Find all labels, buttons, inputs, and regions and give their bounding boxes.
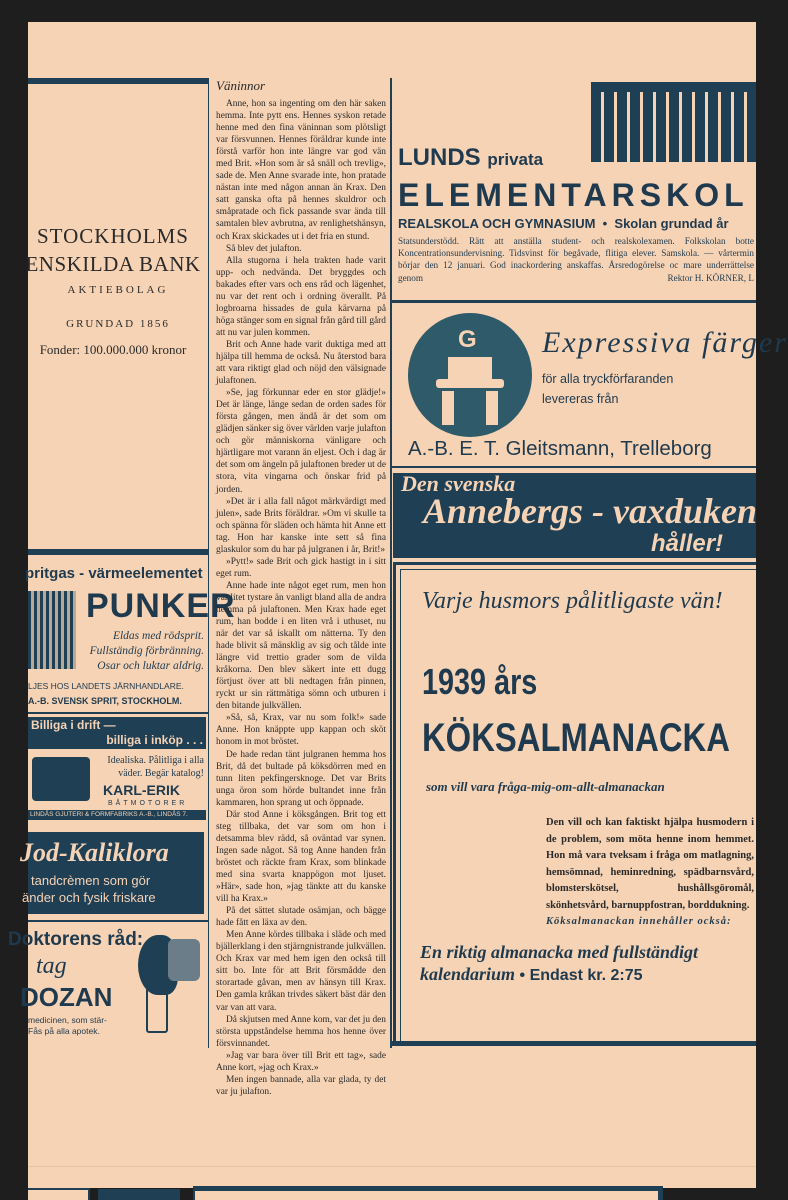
article-paragraph: Anne hade inte något eget rum, men hon var litet tystare än vanligt bland alla de andra hemma på julaftonen. Men Krax hade eget rum, han bodde i en liten vrå i uthuset, nu när det var så iskallt om nätterna. Ty den hade blivit så mänsklig av sig och tålde inte längre vid trettio grader som de vilda kråkorna. Den blev säkert inte ett dugg förtjust över att bli nedtagen från pinnen, ryckt ur sin rättmätiga sömn och utburen i den bitande julkvällen. bbox=[216, 580, 386, 712]
article-paragraph: Men Anne kördes tillbaka i släde och med bjällerklang i den stjärngnistrande julkvällen. Och Krax var med hem igen den också till sitt bo. Inte för att Brit försmådde den storartade gåvan, men av hänsyn till Krax. Den gamla kråkan trivdes säkert bäst där den var van att vara. bbox=[216, 930, 387, 1013]
ad-text: Eldas med rödsprit. bbox=[112, 630, 204, 642]
anneberg-ad bbox=[393, 473, 756, 558]
article-paragraph: Anne, hon sa ingenting om den här saken hemma. Inte pytt ens. Hennes syskon retade henne med den fina väninnan som plötsligt var försvunnen. Hennes föräldrar kunde inte förstå varför hon inte längre var god vän med Brit. »Hon som är så snäll och trevlig», sade de. Men Anne svarade inte, hon pratade nästan inte med någon annan än Krax. Den satt ganska ofta på hennes skuldror och småpratade och fick passande svar ända till samtalen blev avbrutna, av renlighetshänsyn, och Krax skickades ut i det fria en stund. bbox=[216, 99, 386, 242]
boat-motor-image bbox=[32, 757, 90, 801]
ad-footer-text: En riktig almanacka med fullständigt kalendarium • Endast kr. 2:75 bbox=[420, 941, 699, 984]
ad-text: tandcrèmen som gör bbox=[31, 873, 151, 888]
article-paragraph: De hade redan tänt julgranen hemma hos Brit, då det bultade på köksdörren med en tunn liten pekfingersknoge. Det var Brits unga öron som hörde bultandet inne från kammaren, hon sprang ut och öppnade. bbox=[216, 749, 386, 808]
rule bbox=[392, 1041, 756, 1046]
ad-text: Fullständig förbränning. bbox=[89, 645, 204, 657]
price: Endast kr. 2:75 bbox=[529, 966, 643, 984]
gleitsmann-ad bbox=[396, 305, 788, 467]
bank-name: ENSKILDA BANK bbox=[25, 252, 201, 276]
brand-name: KARL-ERIK bbox=[103, 782, 180, 798]
column-divider bbox=[390, 78, 392, 1048]
school-name: ELEMENTARSKOL bbox=[398, 177, 749, 213]
rule bbox=[392, 466, 756, 468]
article-paragraph: »Pytt!» sade Brit och gick hastigt in i sitt eget rum. bbox=[216, 556, 386, 579]
brand-name: Annebergs - vaxduken bbox=[423, 491, 758, 531]
rule bbox=[28, 920, 208, 922]
face-illustration bbox=[168, 939, 200, 981]
article-paragraph: På det sättet slutade osämjan, och bägge hade fått en läxa av den. bbox=[216, 906, 386, 929]
fragment bbox=[98, 1189, 180, 1200]
article-vaninnor bbox=[216, 78, 386, 1098]
ad-text: Köksalmanackan innehåller också: bbox=[546, 916, 732, 927]
column-divider bbox=[208, 78, 209, 1048]
ad-text: levereras från bbox=[542, 392, 619, 406]
bank-type: AKTIEBOLAG bbox=[67, 284, 169, 296]
bank-founded: GRUNDAD 1856 bbox=[66, 318, 170, 330]
ad-year: 1939 års bbox=[422, 661, 538, 702]
footer-slogan: En riktig almanacka med fullständigt kalendarium bbox=[420, 941, 699, 984]
rule bbox=[392, 300, 756, 303]
ad-text: håller! bbox=[651, 530, 724, 557]
product-title: KÖKSALMANACKA bbox=[422, 716, 730, 760]
fragment bbox=[28, 1188, 90, 1200]
ad-subtitle: REALSKOLA OCH GYMNASIUM bbox=[398, 216, 596, 231]
ad-body-wrap bbox=[398, 235, 754, 284]
logo-legs bbox=[442, 391, 498, 425]
ad-text: Idealiska. Pålitliga i alla bbox=[107, 755, 204, 766]
ad-headline: Den svenska bbox=[401, 471, 516, 496]
article-paragraph: »Se, jag förkunnar eder en stor glädje!» Det är länge, länge sedan de orden sades för första gången, men ändå är det som om glädjen sänker sig över världen varje julafton och gör människorna vänligare och hjärtligare mot varann än eljest. Och i dag är det som om ängeln på julaftonen breder ut de stora, vita vingarna och önskar frid på jorden. bbox=[216, 388, 386, 495]
article-paragraph: Brit och Anne hade varit duktiga med att hjälpa till hemma de också. Nu återstod bara att vara riktigt glad och nöjd den välsignade julaftonen. bbox=[216, 339, 386, 387]
ad-headline: LUNDS bbox=[398, 144, 481, 171]
karl-erik-ad bbox=[28, 717, 206, 820]
ad-text: väder. Begär katalog! bbox=[118, 768, 204, 779]
article-paragraph: Då skjutsen med Anne kom, var det ju den största uppståndelse hemma hos henne över försvinnandet. bbox=[216, 1014, 386, 1049]
article-paragraph: Där stod Anne i köksgången. Brit tog ett steg tillbaka, det var som om hon i detsamma blev rädd, så oväntad var synen. Ingen sade något. Så tog Anne handen från bröstet och räckte fram Krax, som blinkade med sina svarta knappögon mot ljuset. »Här», sade hon, »jag tänkte att du kanske vill ha Krax.» bbox=[216, 809, 386, 905]
ad-text: Osar och luktar aldrig. bbox=[97, 660, 204, 672]
rule bbox=[28, 78, 208, 84]
ad-headline: Expressiva färger bbox=[542, 326, 788, 359]
ad-headline: billiga i inköp . . . bbox=[106, 733, 203, 747]
logo-letter: G bbox=[458, 326, 477, 353]
koksalmanacka-ad bbox=[393, 562, 756, 1045]
lunds-school-ad: LUNDS privata ELEMENTARSKOL REALSKOLA OCH GYMNASIUM • Skolan grundad år Statsunderstödd. Rätt att anställa student- och realskolexamen. Folkskolan botte Koncentrationsundervisning. Tidsvinst för begåvade, flitiga elever. Samskola. — vårtermin börjar den 12 januari. God inackordering anskaffas. Årsredogörelse oc mare underrättelse genom Rektor H. KÖRNER, L bbox=[396, 72, 756, 300]
bank-ad bbox=[25, 222, 208, 358]
ad-text: A.-B. SVENSK SPRIT, STOCKHOLM. bbox=[28, 696, 182, 706]
ad-headline: privata bbox=[487, 150, 544, 169]
fold-line bbox=[28, 1166, 756, 1167]
ad-text: Fås på alla apotek. bbox=[28, 1026, 100, 1036]
fragment bbox=[193, 1186, 663, 1200]
bank-funds: Fonder: 100.000.000 kronor bbox=[39, 342, 187, 357]
article-paragraph: Alla stugorna i hela trakten hade varit upp- och nedvända. Det bryggdes och bakades efter vars och ens råd och lägenhet, nu var det rent och i ordning överallt. På logbroarna hissades de gula kärvarna på höga stänger som en signal från gård till gård att nu var julen kommen. bbox=[216, 255, 386, 338]
ad-headline: pritgas - värmeelementet bbox=[25, 565, 203, 582]
ad-script: tag bbox=[36, 953, 67, 979]
ad-text: för alla tryckförfaranden bbox=[542, 372, 674, 386]
article-paragraph: Men ingen bannade, alla var glada, ty det var ju julafton. bbox=[216, 1074, 386, 1097]
article-title: Väninnor bbox=[216, 78, 266, 93]
article-paragraph: Så blev det julafton. bbox=[226, 243, 302, 254]
ad-subtitle: som vill vara fråga-mig-om-allt-almanackan bbox=[426, 779, 665, 794]
brand-name: DOZAN bbox=[20, 982, 113, 1012]
ad-signature: Rektor H. KÖRNER, L bbox=[667, 272, 754, 283]
dozan-ad bbox=[8, 925, 206, 1040]
rule bbox=[28, 712, 208, 714]
school-building-illustration bbox=[591, 82, 756, 162]
ad-lower-flow bbox=[396, 815, 756, 987]
ad-headline: Billiga i drift — bbox=[31, 718, 116, 732]
rule bbox=[28, 549, 208, 555]
ad-body: Den vill och kan faktiskt hjälpa husmodern i de problem, som möta henne inom hemmet. Hon må vara tveksam i fråga om matlagning, hemsömnad, heminredning, spädbarnsvård, blomsterskötsel, hushållsgöromål, skönhetsvård, barnuppfostran, borddukning. bbox=[546, 817, 754, 911]
ad-text: änder och fysik friskare bbox=[22, 890, 156, 905]
ad-subtitle: Skolan grundad år bbox=[614, 216, 729, 231]
logo-roller bbox=[436, 379, 504, 388]
brand-name: Jod-Kaliklora bbox=[20, 838, 169, 867]
article-paragraph: »Så, så, Krax, var nu som folk!» sade Anne. Hon knäppte upp kappan och sköt honom in mot bröstet. bbox=[216, 713, 386, 748]
ad-tagline: Varje husmors pålitligaste vän! bbox=[422, 588, 723, 614]
ad-text: LJES HOS LANDETS JÄRNHANDLARE. bbox=[28, 681, 184, 691]
article-paragraph: »Jag var bara över till Brit ett tag», sade Anne kort, »jag och Krax.» bbox=[216, 1050, 386, 1073]
company-name: A.-B. E. T. Gleitsmann, Trelleborg bbox=[408, 437, 712, 460]
bottle-illustration bbox=[146, 985, 168, 1033]
brand-name: PUNKER bbox=[86, 587, 236, 625]
kaliklora-ad bbox=[20, 832, 204, 914]
punker-ad bbox=[25, 565, 236, 710]
radiator-image bbox=[28, 591, 76, 669]
ad-headline: Doktorens råd: bbox=[8, 929, 144, 950]
ad-footer: LINDÅS GJUTERI & FORMFABRIKS A.-B., LINDÅS 7. bbox=[28, 810, 206, 820]
gleitsmann-logo bbox=[408, 313, 532, 437]
ad-text: medicinen, som stär- bbox=[28, 1015, 107, 1025]
ad-text: BÅTMOTORER bbox=[108, 800, 188, 807]
ad-body: Statsunderstödd. Rätt att anställa student- och realskolexamen. Folkskolan botte Koncentrationsundervisning. Tidsvinst för begåvade, flitiga elever. Samskola. — vårtermin börjar den 12 januari. God inackordering anskaffas. Årsredogörelse oc mare underrättelse genom bbox=[398, 236, 754, 283]
bank-name: STOCKHOLMS bbox=[37, 224, 189, 248]
article-paragraph: »Det är i alla fall något märkvärdigt med julen», sade Brits föräldrar. »Om vi skulle ta och spänna för släden och hämta hit Anne ett tag. Hon har kanske inte sett så fina glaskulor som du har på julgranen i år, Brit!» bbox=[216, 496, 386, 555]
